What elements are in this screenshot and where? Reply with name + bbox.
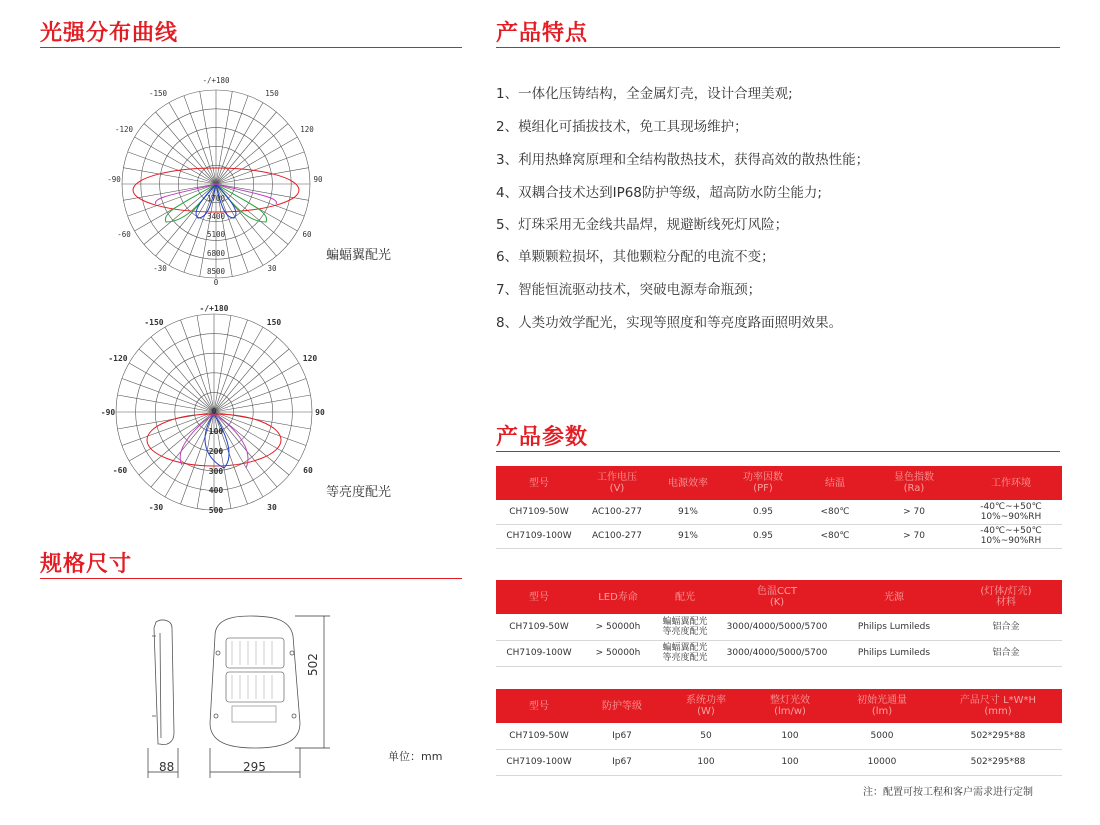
angle-label: 60 xyxy=(302,230,312,239)
table-cell: Philips Lumileds xyxy=(838,614,950,640)
side-view xyxy=(152,620,174,745)
angle-label: -/+180 xyxy=(199,304,229,313)
table-header: 工作环境 xyxy=(960,466,1062,500)
table-header-row xyxy=(496,689,1062,723)
feature-item: 3、利用热蜂窝原理和全结构散热技术，获得高效的散热性能； xyxy=(496,152,870,168)
table-cell: 铝合金 xyxy=(950,640,1062,666)
table-header: (灯体/灯壳) 材料 xyxy=(950,580,1062,614)
table-header: 系统功率 (W) xyxy=(662,689,750,723)
table-cell: AC100-277 xyxy=(582,524,652,548)
table-cell: AC100-277 xyxy=(582,500,652,524)
front-view xyxy=(210,616,300,748)
table-cell: -40℃~+50℃ 10%~90%RH xyxy=(960,500,1062,524)
table-cell: 0.95 xyxy=(724,524,802,548)
dimension-depth: 88 xyxy=(159,760,175,774)
table-cell: CH7109-50W xyxy=(496,614,582,640)
polar-diagram-batwing xyxy=(96,72,336,292)
unit-label: 单位：mm xyxy=(388,750,443,763)
table-header: 结温 xyxy=(802,466,868,500)
section-divider xyxy=(496,451,1060,452)
table-cell: 铝合金 xyxy=(950,614,1062,640)
table-row xyxy=(496,749,1062,775)
table-cell: 100 xyxy=(662,749,750,775)
section-title-dims: 规格尺寸 xyxy=(40,552,133,577)
table-header: 初始光通量 (lm) xyxy=(830,689,934,723)
table-cell: 0.95 xyxy=(724,500,802,524)
table-row xyxy=(496,723,1062,749)
feature-item: 1、一体化压铸结构，全金属灯壳，设计合理美观; xyxy=(496,86,793,102)
customization-note: 注：配置可按工程和客户需求进行定制 xyxy=(863,787,1033,798)
feature-item: 7、智能恒流驱动技术，突破电源寿命瓶颈； xyxy=(496,282,762,298)
table-header: 色温CCT (K) xyxy=(716,580,838,614)
table-header: 型号 xyxy=(496,466,582,500)
section-title-features: 产品特点 xyxy=(496,21,589,46)
table-cell: 3000/4000/5000/5700 xyxy=(716,640,838,666)
angle-label: 120 xyxy=(300,125,314,134)
table-header: 防护等级 xyxy=(582,689,662,723)
table-header: 产品尺寸 L*W*H (mm) xyxy=(934,689,1062,723)
angle-label: 30 xyxy=(267,264,277,273)
section-title-polar: 光强分布曲线 xyxy=(40,21,179,46)
table-cell: 5000 xyxy=(830,723,934,749)
table-cell: 10000 xyxy=(830,749,934,775)
polar-caption-batwing: 蝙蝠翼配光 xyxy=(326,248,392,263)
table-cell: Ip67 xyxy=(582,723,662,749)
radial-label: 500 xyxy=(208,506,224,515)
table-cell: Ip67 xyxy=(582,749,662,775)
angle-label: -150 xyxy=(144,318,164,327)
angle-label: -150 xyxy=(148,89,168,98)
table-header: LED寿命 xyxy=(582,580,654,614)
table-cell: 502*295*88 xyxy=(934,723,1062,749)
table-row xyxy=(496,500,1062,524)
dimension-length: 502 xyxy=(306,653,320,676)
table-cell: CH7109-50W xyxy=(496,500,582,524)
radial-label: 6800 xyxy=(206,249,226,258)
section-title-params: 产品参数 xyxy=(496,425,589,450)
angle-label: 30 xyxy=(267,503,277,512)
dimension-lines xyxy=(148,616,330,778)
table-cell: > 50000h xyxy=(582,614,654,640)
angle-label: -60 xyxy=(112,466,128,475)
table-cell: -40℃~+50℃ 10%~90%RH xyxy=(960,524,1062,548)
table-header: 电源效率 xyxy=(652,466,724,500)
angle-label: -90 xyxy=(100,408,116,417)
table-cell: 100 xyxy=(750,723,830,749)
table-cell: 91% xyxy=(652,524,724,548)
table-header-row xyxy=(496,466,1062,500)
table-cell: 91% xyxy=(652,500,724,524)
spec-table-electrical xyxy=(496,466,1062,549)
table-cell: <80℃ xyxy=(802,524,868,548)
table-header: 光源 xyxy=(838,580,950,614)
table-cell: 3000/4000/5000/5700 xyxy=(716,614,838,640)
table-header: 型号 xyxy=(496,689,582,723)
polar-diagram-equal-luminance xyxy=(96,300,336,520)
table-header: 配光 xyxy=(654,580,716,614)
angle-label: 150 xyxy=(265,89,279,98)
table-cell: 502*295*88 xyxy=(934,749,1062,775)
radial-label: 5100 xyxy=(206,230,226,239)
angle-label: -120 xyxy=(114,125,134,134)
angle-label: 90 xyxy=(315,408,325,417)
feature-item: 2、模组化可插拔技术，免工具现场维护； xyxy=(496,119,748,135)
table-header-row xyxy=(496,580,1062,614)
table-cell: CH7109-50W xyxy=(496,723,582,749)
section-divider xyxy=(40,578,462,579)
feature-item: 6、单颗颗粒损坏，其他颗粒分配的电流不变； xyxy=(496,249,775,265)
dimension-width: 295 xyxy=(243,760,266,774)
table-header: 工作电压 (V) xyxy=(582,466,652,500)
radial-label: 1700 xyxy=(206,194,226,203)
table-header: 功率因数 (PF) xyxy=(724,466,802,500)
angle-label: 90 xyxy=(313,175,323,184)
table-header: 显色指数 (Ra) xyxy=(868,466,960,500)
table-cell: > 70 xyxy=(868,500,960,524)
radial-label: 400 xyxy=(208,486,224,495)
angle-label: 120 xyxy=(302,354,318,363)
radial-label: 100 xyxy=(208,427,224,436)
table-row xyxy=(496,524,1062,548)
table-cell: 100 xyxy=(750,749,830,775)
spec-table-optical xyxy=(496,580,1062,667)
feature-item: 4、双耦合技术达到IP68防护等级，超高防水防尘能力; xyxy=(496,185,822,201)
table-cell: > 70 xyxy=(868,524,960,548)
radial-label: 8500 xyxy=(206,267,226,276)
table-cell: <80℃ xyxy=(802,500,868,524)
spec-table-performance xyxy=(496,689,1062,776)
radial-label: 200 xyxy=(208,447,224,456)
radial-label: 0 xyxy=(211,407,217,416)
angle-label: 60 xyxy=(303,466,313,475)
radial-label: 300 xyxy=(208,467,224,476)
table-row xyxy=(496,614,1062,640)
table-cell: CH7109-100W xyxy=(496,524,582,548)
table-row xyxy=(496,640,1062,666)
radial-label: 3400 xyxy=(206,212,226,221)
polar-caption-equal-luminance: 等亮度配光 xyxy=(326,485,392,500)
table-cell: CH7109-100W xyxy=(496,749,582,775)
angle-label: -30 xyxy=(148,503,164,512)
section-divider xyxy=(40,47,462,48)
table-header: 整灯光效 (lm/w) xyxy=(750,689,830,723)
feature-item: 8、人类功效学配光，实现等照度和等亮度路面照明效果。 xyxy=(496,315,843,331)
feature-item: 5、灯珠采用无金线共晶焊，规避断线死灯风险； xyxy=(496,217,789,233)
angle-label: 150 xyxy=(266,318,282,327)
table-cell: 蝙蝠翼配光 等亮度配光 xyxy=(654,614,716,640)
table-cell: 蝙蝠翼配光 等亮度配光 xyxy=(654,640,716,666)
angle-label: -120 xyxy=(108,354,128,363)
table-cell: > 50000h xyxy=(582,640,654,666)
angle-label: 0 xyxy=(213,278,219,287)
table-cell: 50 xyxy=(662,723,750,749)
section-divider xyxy=(496,47,1060,48)
table-cell: CH7109-100W xyxy=(496,640,582,666)
table-header: 型号 xyxy=(496,580,582,614)
angle-label: -90 xyxy=(107,175,121,184)
angle-label: -30 xyxy=(153,264,167,273)
angle-label: -/+180 xyxy=(202,76,230,85)
angle-label: -60 xyxy=(117,230,131,239)
table-cell: Philips Lumileds xyxy=(838,640,950,666)
